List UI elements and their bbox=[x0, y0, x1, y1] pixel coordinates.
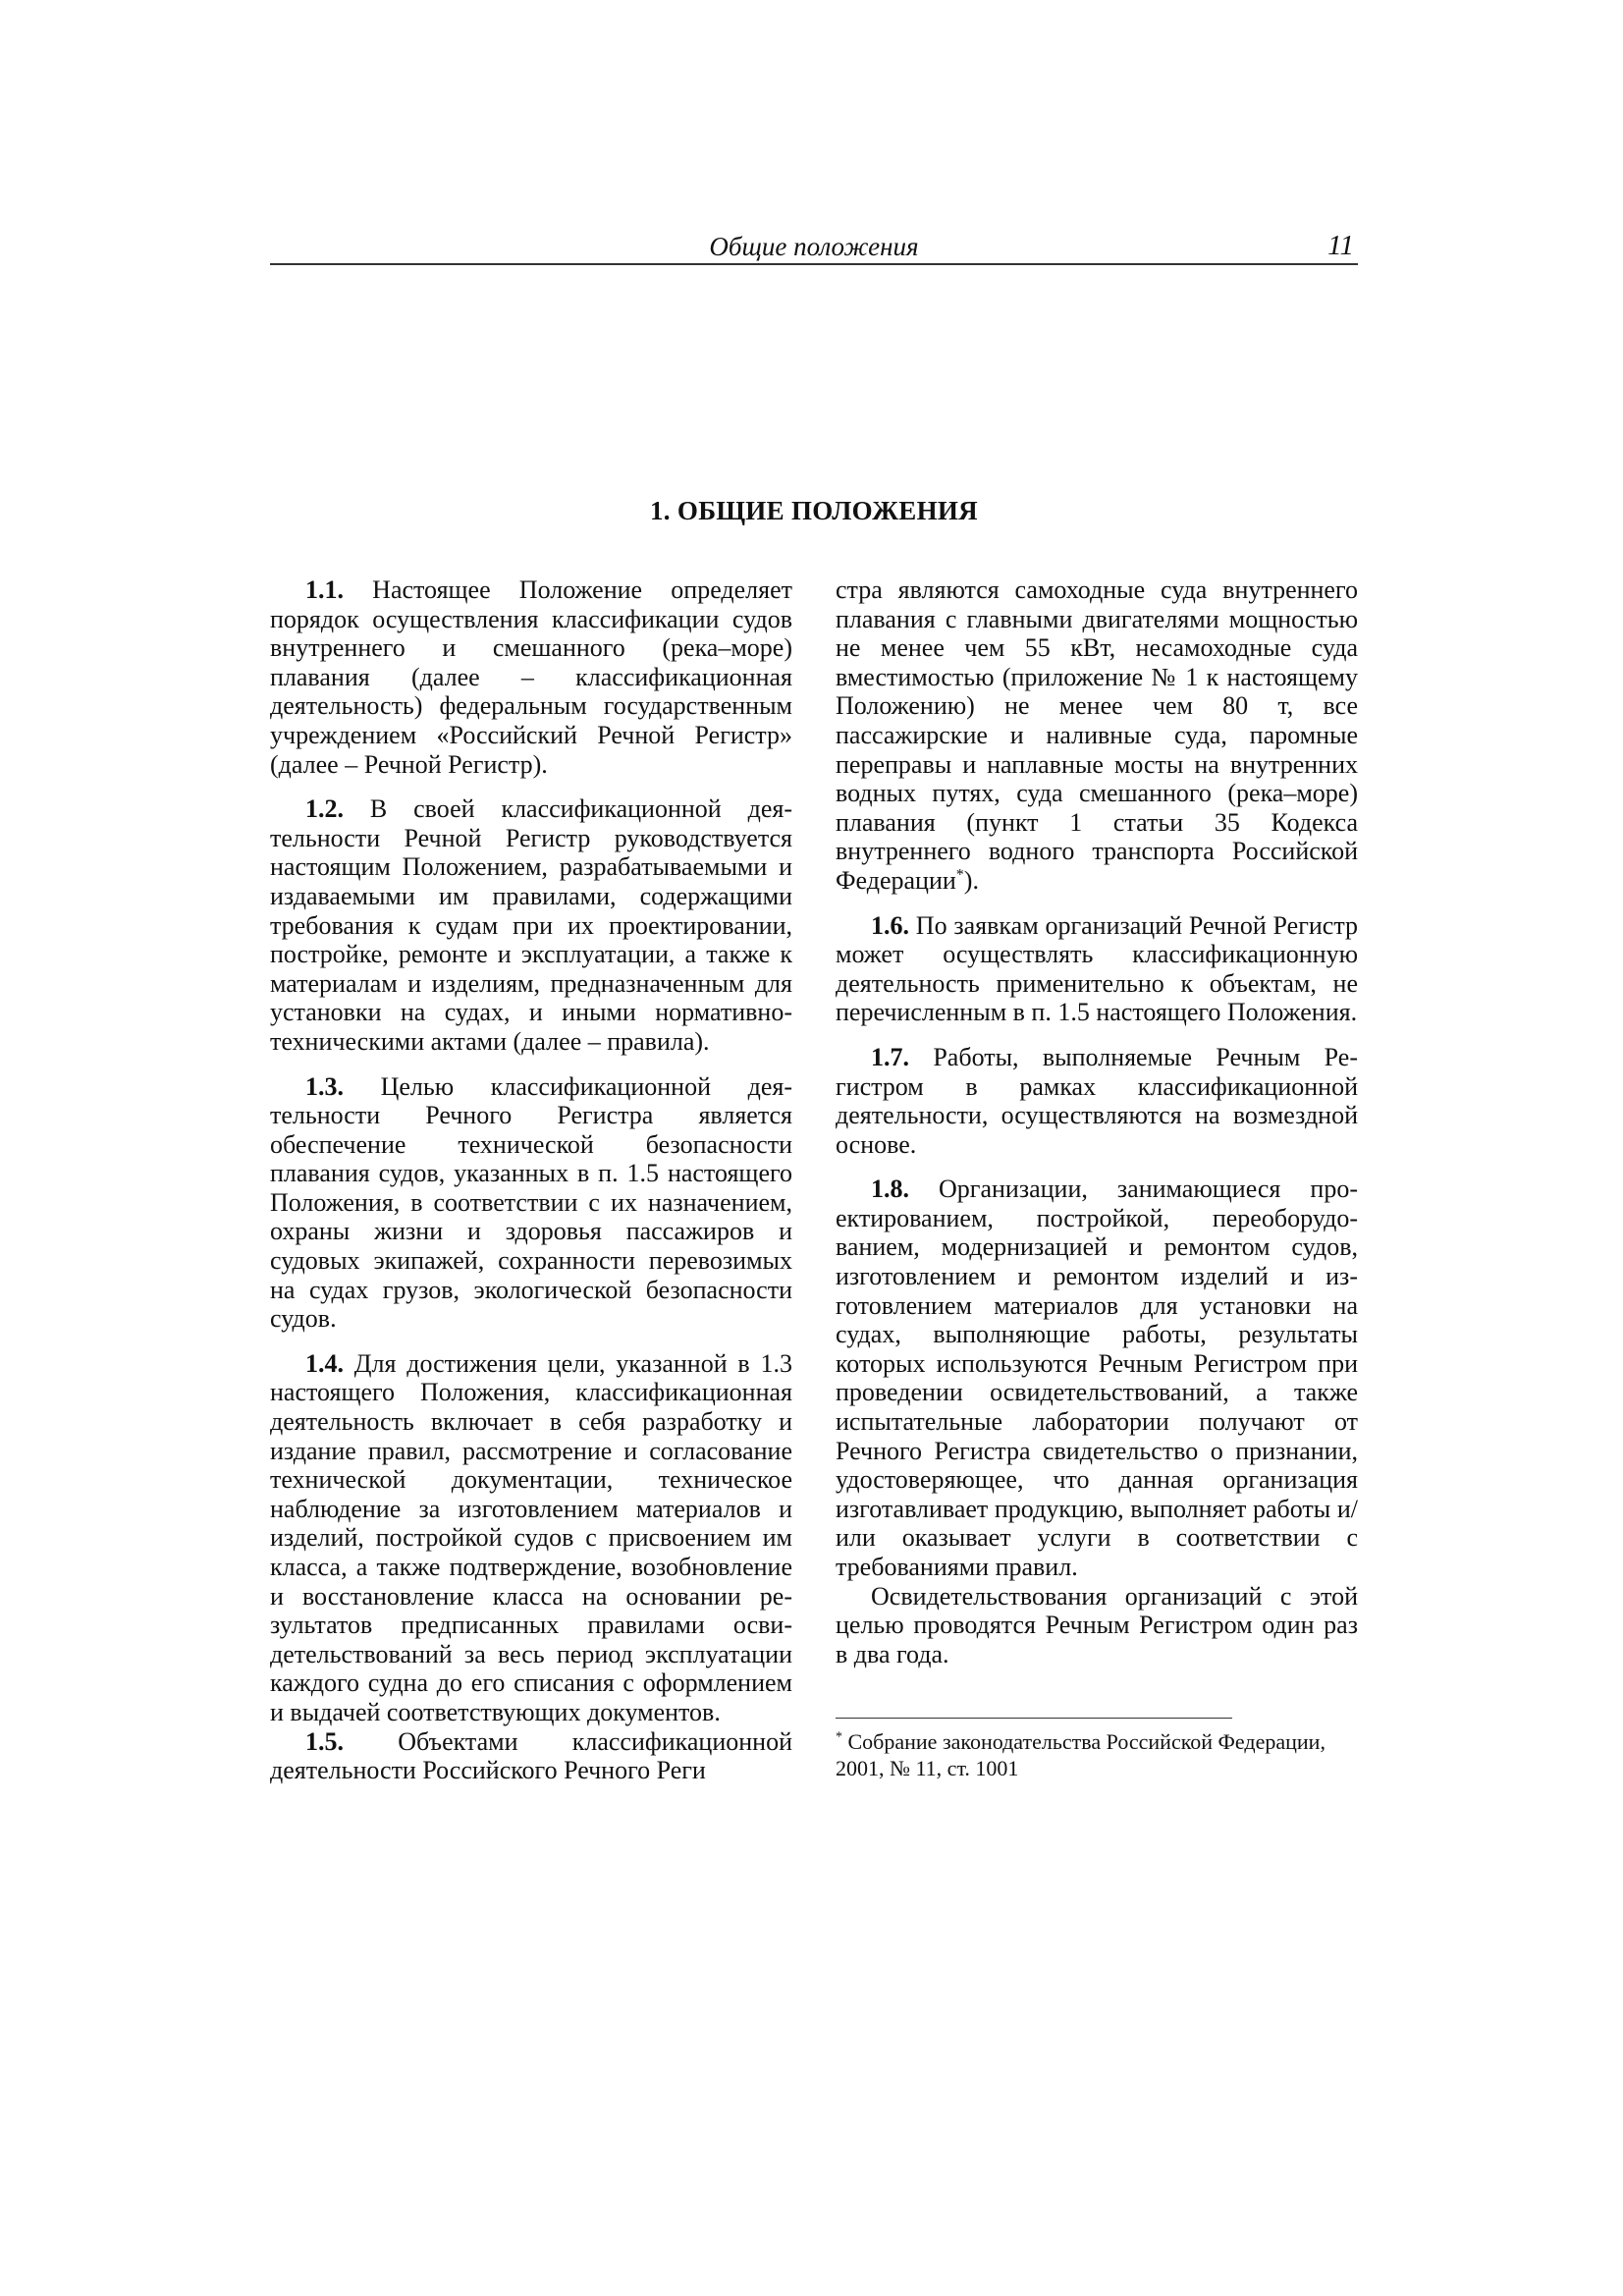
paragraph-text: Для достижения цели, указанной в 1.3 настоящего Положения, классификационная деятельность включает в себя разработку и издание правил, рассмотрение и согласование технической документации, техническое наблюдение за изготовлением материалов и изделий, постройкой судов с присвоением им класса, а также подтверждение, возобновление и восстановление класса на основании результатов предписанных правилами освидетельствований за весь период эксплуатации каждого судна до его списания с оформлением и выдачей соответствующих документов. bbox=[270, 1348, 792, 1726]
paragraph-text: В своей классификационной деятельности Речной Регистр руководствуется настоящим Положением, разрабатываемыми и издаваемыми им правилами, содержащими требования к судам при их проектировании, постройке, ремонте и эксплуатации, а также к материалам и изделиям, предназначенным для установки на судах, и иными нормативно-техническими актами (далее – правила). bbox=[270, 794, 792, 1056]
paragraph-1-8 bbox=[836, 1175, 1358, 1581]
paragraph-1-7 bbox=[836, 1043, 1358, 1159]
paragraph-1-4 bbox=[270, 1349, 792, 1727]
paragraph-1-3 bbox=[270, 1072, 792, 1334]
running-header bbox=[270, 230, 1358, 265]
paragraph-number: 1.1. bbox=[305, 575, 344, 604]
paragraph-number: 1.5. bbox=[305, 1726, 344, 1756]
paragraph-number: 1.6. bbox=[871, 910, 909, 940]
paragraph-text: Настоящее Положение определяет порядок осуществления классификации судов внутреннего и смешанного (река–море) плавания (далее – классификационная деятельность) федеральным государственным учреждением «Российский Речной Регистр» (далее – Речной Регистр). bbox=[270, 575, 792, 779]
paragraph-1-1 bbox=[270, 575, 792, 779]
paragraph-text: Объектами классификационной деятельности Российского Речного Реги bbox=[270, 1726, 792, 1785]
footnote-mark: * bbox=[955, 866, 964, 884]
footnote-text: Собрание законодательства Российской Федерации, 2001, № 11, ст. 1001 bbox=[836, 1729, 1325, 1781]
page-number: 11 bbox=[1327, 230, 1354, 261]
paragraph-number: 1.3. bbox=[305, 1071, 344, 1101]
paragraph-number: 1.7. bbox=[871, 1042, 909, 1071]
paragraph-number: 1.8. bbox=[871, 1175, 909, 1204]
paragraph-text: По заявкам организаций Речной Регистр может осуществлять классификационную деятельность применительно к объектам, не перечисленным в п. 1.5 настоящего Положения. bbox=[836, 910, 1358, 1027]
right-column bbox=[836, 575, 1358, 1781]
paragraph-text: стра являются самоходные суда внутреннего плавания с главными двигателями мощностью не менее чем 55 кВт, несамоходные суда вместимостью (приложение № 1 к настоящему Положению) не менее чем 80 т, все пассажирские и наливные суда, паромные переправы и наплавные мосты на внутренних водных путях, суда смешанного (река–море) плавания (пункт 1 статьи 35 Кодекса внутреннего водного транспорта Российской Федерации bbox=[836, 575, 1358, 895]
footnote-divider bbox=[836, 1718, 1232, 1719]
paragraph-text: Работы, выполняемые Речным Регистром в рамках классификационной деятельности, осуществляются на возмездной основе. bbox=[836, 1042, 1358, 1159]
paragraph-1-2 bbox=[270, 794, 792, 1056]
footnote bbox=[836, 1728, 1358, 1781]
paragraph-text: Целью классификационной деятельности Речного Регистра является обеспечение технической безопасности плавания судов, указанных в п. 1.5 настоящего Положения, в соответствии с их назначением, охраны жизни и здоровья пассажиров и судовых экипажей, сохранности перевозимых на судах грузов, экологической безопасности судов. bbox=[270, 1071, 792, 1334]
paragraph-1-5-continued bbox=[836, 575, 1358, 896]
paragraph-1-8-continued bbox=[836, 1582, 1358, 1669]
paragraph-1-6 bbox=[836, 911, 1358, 1027]
running-header-title: Общие положения bbox=[709, 232, 919, 261]
footnote-mark: * bbox=[836, 1730, 842, 1746]
paragraph-1-5 bbox=[270, 1727, 792, 1785]
paragraph-number: 1.4. bbox=[305, 1348, 344, 1378]
paragraph-number: 1.2. bbox=[305, 794, 344, 824]
paragraph-tail: ). bbox=[963, 865, 979, 895]
left-column bbox=[270, 575, 792, 1785]
paragraph-text: Организации, занимающиеся проектированием, постройкой, переоборудованием, модернизацией и ремонтом судов, изготовлением и ремонтом изделий и изготовлением материалов для установки на судах, выполняющие работы, результаты которых используются Речным Регистром при проведении освидетельствований, а также испытательные лаборатории получают от Речного Регистра свидетельство о признании, удостоверяющее, что данная организация изготавливает продукцию, выполняет работы и/или оказывает услуги в соответствии с требованиями правил. bbox=[836, 1175, 1358, 1581]
paragraph-text: Освидетельствования организаций с этой целью проводятся Речным Регистром один раз в два года. bbox=[836, 1581, 1358, 1668]
section-title: 1. ОБЩИЕ ПОЛОЖЕНИЯ bbox=[650, 496, 978, 525]
